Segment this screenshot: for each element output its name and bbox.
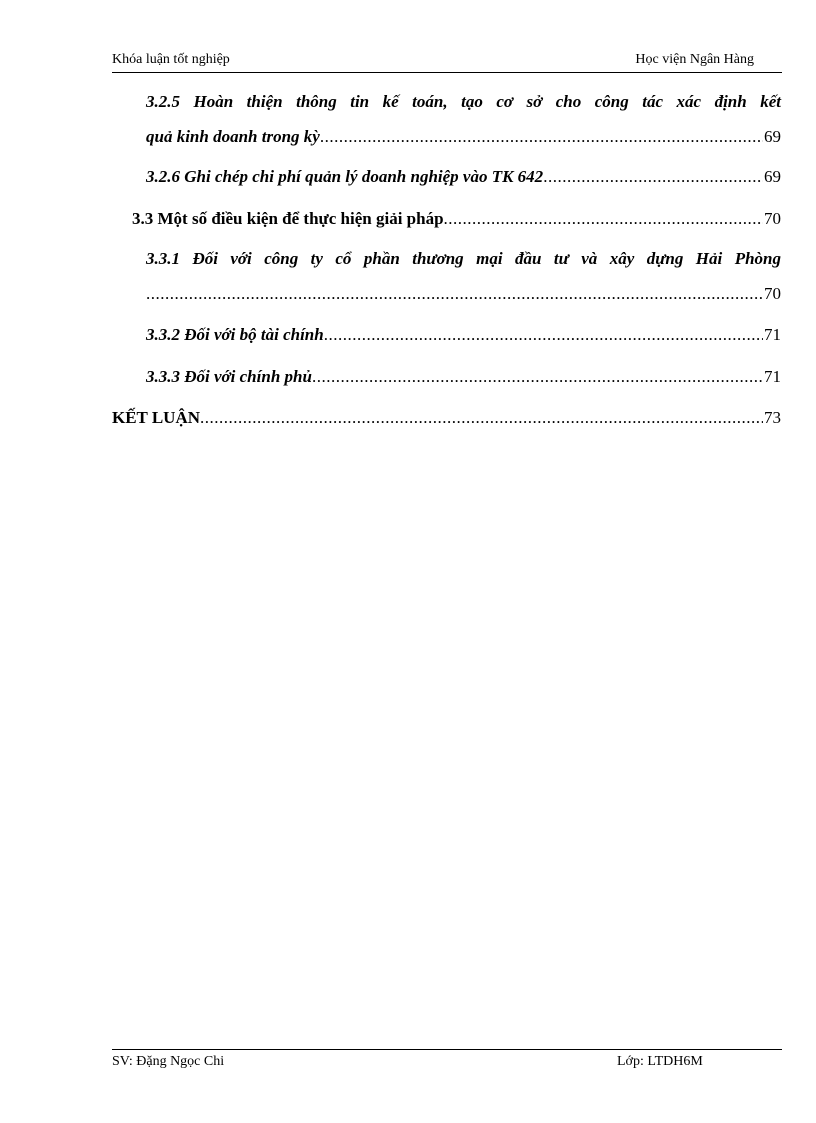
toc-page-number: 71 xyxy=(764,367,781,386)
toc-leader-dots xyxy=(200,408,763,428)
toc-entry-ket-luan[interactable] xyxy=(112,408,781,428)
toc-page-number: 69 xyxy=(764,127,781,146)
toc-entry-3-3-3[interactable] xyxy=(146,367,781,387)
toc-leader-dots xyxy=(320,127,763,147)
toc-entry-3-3-1[interactable] xyxy=(146,284,781,304)
toc-page-number: 70 xyxy=(764,284,781,303)
footer-left-text: SV: Đặng Ngọc Chi xyxy=(112,1054,225,1069)
toc-entry-text: KẾT LUẬN xyxy=(112,408,201,427)
toc-leader-dots xyxy=(324,325,763,345)
toc-entry-3-3-2[interactable] xyxy=(146,325,781,345)
toc-entry-3-3-1-line1[interactable]: 3.3.1 Đối với công ty cổ phần thương mại đầu tư và xây dựng Hải Phòng xyxy=(146,249,781,268)
toc-leader-dots xyxy=(312,367,763,387)
toc-entry-3-2-5[interactable] xyxy=(146,127,781,147)
header-right-text: Học viện Ngân Hàng xyxy=(635,52,754,67)
toc-entry-3-3[interactable] xyxy=(132,209,781,229)
toc-entry-3-2-6[interactable] xyxy=(146,167,781,187)
toc-entry-text: 3.3 Một số điều kiện để thực hiện giải pháp xyxy=(132,209,444,228)
toc-entry-text: 3.3.3 Đối với chính phủ xyxy=(146,367,312,386)
toc-entry-text: 3.3.2 Đối với bộ tài chính xyxy=(146,325,324,344)
header-left-text: Khóa luận tốt nghiệp xyxy=(112,52,230,67)
toc-entry-text: quả kinh doanh trong kỳ xyxy=(146,127,320,146)
toc-leader-dots xyxy=(146,284,763,304)
toc-entry-text: 3.2.6 Ghi chép chi phí quản lý doanh nghiệp vào TK 642 xyxy=(146,167,544,186)
toc-page-number: 73 xyxy=(764,408,781,427)
toc-entry-3-2-5-line1[interactable]: 3.2.5 Hoàn thiện thông tin kế toán, tạo cơ sở cho công tác xác định kết xyxy=(146,92,781,111)
footer-divider xyxy=(112,1049,782,1050)
toc-leader-dots xyxy=(444,209,763,229)
toc-page-number: 70 xyxy=(764,209,781,228)
footer-right-text: Lớp: LTDH6M xyxy=(617,1054,703,1069)
toc-page-number: 71 xyxy=(764,325,781,344)
toc-leader-dots xyxy=(543,167,763,187)
toc-page-number: 69 xyxy=(764,167,781,186)
